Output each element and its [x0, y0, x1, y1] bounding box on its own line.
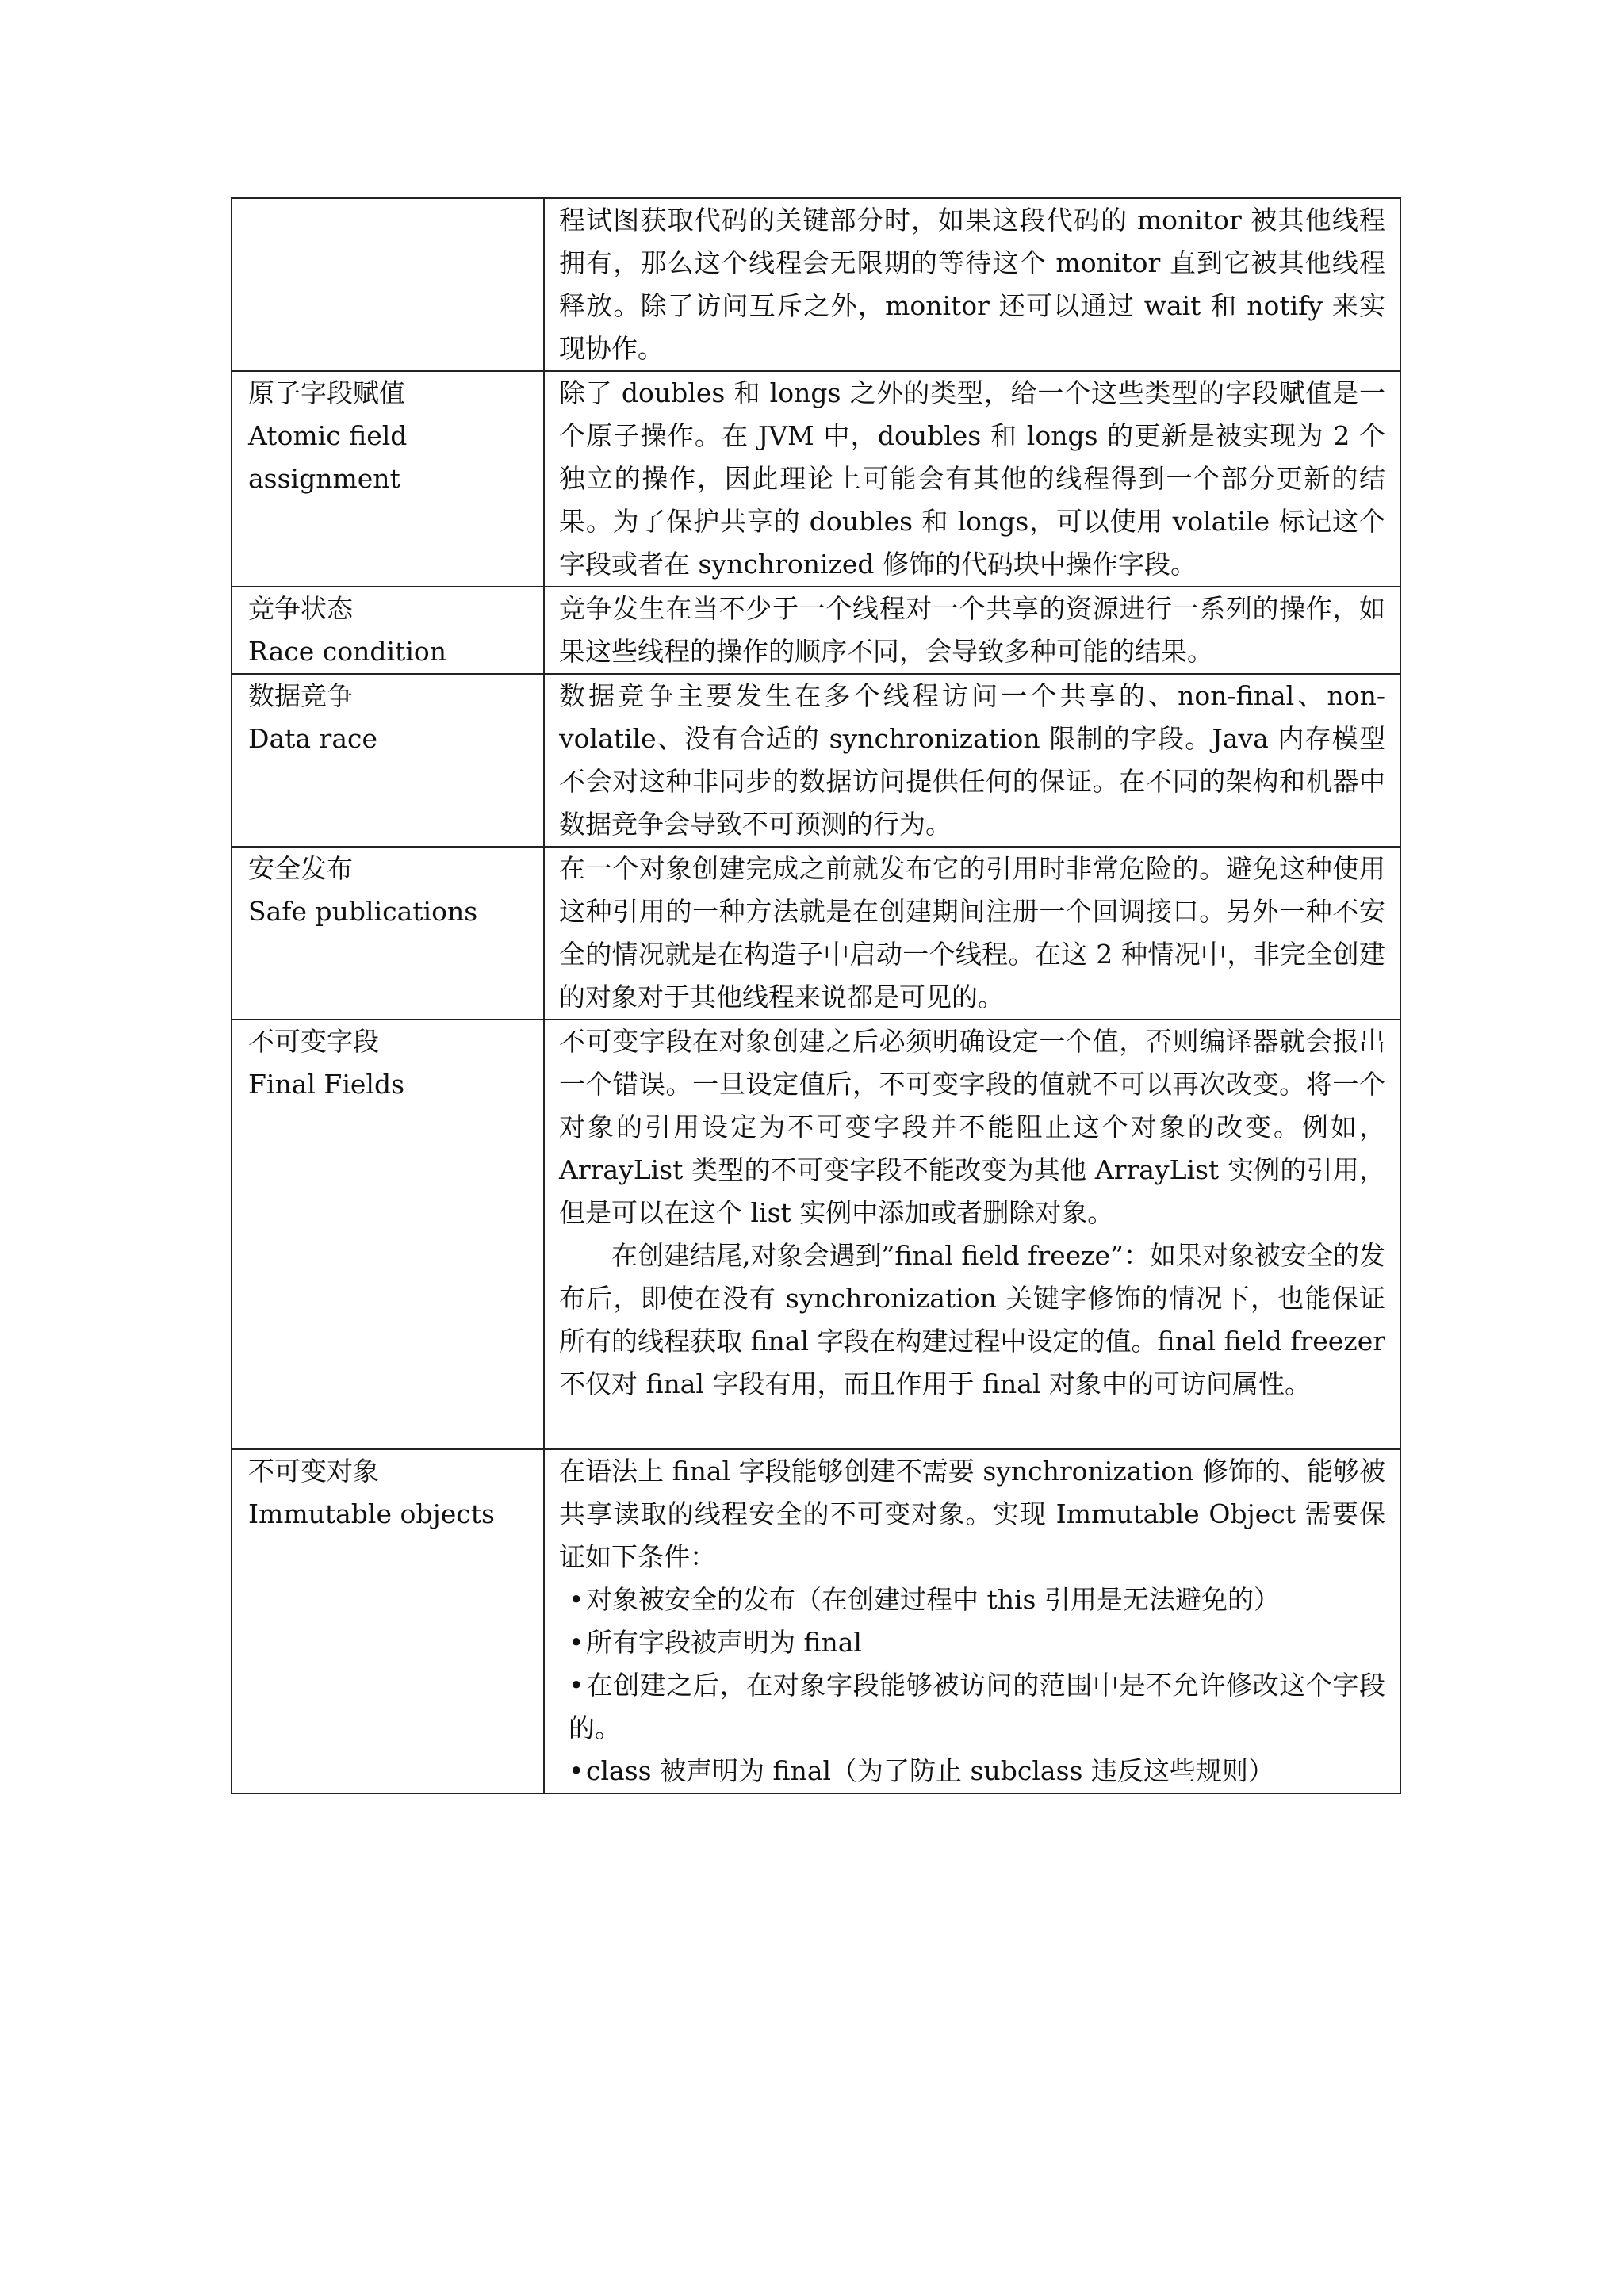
bullet-icon: • [569, 1670, 584, 1701]
definition-text: 在一个对象创建完成之前就发布它的引用时非常危险的。避免这种使用这种引用的一种方法就是在创建期间注册一个回调接口。另外一种不安全的情况就是在构造子中启动一个线程。在这 2 种情况中，非完全创建的对象对于其他线程来说都是可见的。 [559, 853, 1385, 1012]
term-chinese: 不可变对象 [248, 1456, 379, 1487]
term-cell [232, 1020, 544, 1449]
definition-cell [544, 371, 1400, 587]
bullet-text: 所有字段被声明为 final [586, 1627, 862, 1658]
definition-text: 在语法上 final 字段能够创建不需要 synchronization 修饰的、能够被共享读取的线程安全的不可变对象。实现 Immutable Object 需要保证如下条件： [559, 1456, 1385, 1572]
term-english: Safe publications [248, 896, 478, 927]
definition-paragraph: 不可变字段在对象创建之后必须明确设定一个值，否则编译器就会报出一个错误。一旦设定值后，不可变字段的值就不可以再次改变。将一个对象的引用设定为不可变字段并不能阻止这个对象的改变。例如，ArrayList 类型的不可变字段不能改变为其他 ArrayList 实例的引用，但是可以在这个 list 实例中添加或者删除对象。 [559, 1026, 1385, 1228]
term-chinese: 原子字段赋值 [248, 377, 405, 408]
term-english: Data race [248, 723, 378, 754]
bullet-icon: • [569, 1627, 584, 1658]
bullet-item [559, 1578, 1385, 1621]
bullet-item [559, 1621, 1385, 1664]
definition-cell [544, 587, 1400, 674]
table-row [232, 1020, 1400, 1449]
term-chinese: 竞争状态 [248, 593, 353, 624]
term-english: Race condition [248, 636, 446, 667]
definition-cell [544, 674, 1400, 847]
bullet-icon: • [569, 1584, 584, 1615]
bullet-text: class 被声明为 final（为了防止 subclass 违反这些规则） [586, 1755, 1274, 1786]
bullet-item [559, 1664, 1385, 1750]
bullet-icon: • [569, 1755, 584, 1786]
definition-text: 数据竞争主要发生在多个线程访问一个共享的、non-final、non-volatile、没有合适的 synchronization 限制的字段。Java 内存模型不会对这种非同步的数据访问提供任何的保证。在不同的架构和机器中数据竞争会导致不可预测的行为。 [559, 680, 1385, 840]
bullet-item [559, 1750, 1385, 1793]
table-row [232, 198, 1400, 371]
definition-text: 程试图获取代码的关键部分时，如果这段代码的 monitor 被其他线程拥有，那么这个线程会无限期的等待这个 monitor 直到它被其他线程释放。除了访问互斥之外，monitor 还可以通过 wait 和 notify 来实现协作。 [559, 205, 1385, 364]
term-cell [232, 847, 544, 1020]
definition-text: 竞争发生在当不少于一个线程对一个共享的资源进行一系列的操作，如果这些线程的操作的顺序不同，会导致多种可能的结果。 [559, 593, 1385, 667]
definition-paragraph: 在创建结尾,对象会遇到”final field freeze”：如果对象被安全的发布后，即使在没有 synchronization 关键字修饰的情况下，也能保证所有的线程获取 final 字段在构建过程中设定的值。final field freezer 不仅对 final 字段有用，而且作用于 final 对象中的可访问属性。 [559, 1240, 1385, 1399]
definition-text: 除了 doubles 和 longs 之外的类型，给一个这些类型的字段赋值是一个原子操作。在 JVM 中，doubles 和 longs 的更新是被实现为 2 个独立的操作，因此理论上可能会有其他的线程得到一个部分更新的结果。为了保护共享的 doubles 和 longs，可以使用 volatile 标记这个字段或者在 synchronized 修饰的代码块中操作字段。 [559, 377, 1385, 580]
term-chinese: 不可变字段 [248, 1026, 379, 1057]
table-row [232, 587, 1400, 674]
term-cell [232, 674, 544, 847]
glossary-table [231, 197, 1401, 1794]
term-english: Atomic field [248, 420, 408, 451]
term-cell [232, 587, 544, 674]
definition-cell [544, 1449, 1400, 1793]
term-cell [232, 198, 544, 371]
table-row [232, 1449, 1400, 1793]
term-english: assignment [248, 463, 400, 494]
term-english: Final Fields [248, 1069, 405, 1100]
bullet-text: 对象被安全的发布（在创建过程中 this 引用是无法避免的） [586, 1584, 1280, 1615]
term-cell [232, 1449, 544, 1793]
definition-cell [544, 198, 1400, 371]
definition-cell [544, 1020, 1400, 1449]
table-row [232, 371, 1400, 587]
table-row [232, 847, 1400, 1020]
term-chinese: 安全发布 [248, 853, 353, 884]
table-row [232, 674, 1400, 847]
term-chinese: 数据竞争 [248, 680, 353, 711]
definition-cell [544, 847, 1400, 1020]
term-english: Immutable objects [248, 1498, 495, 1529]
term-cell [232, 371, 544, 587]
bullet-text: 在创建之后，在对象字段能够被访问的范围中是不允许修改这个字段的。 [569, 1670, 1385, 1743]
